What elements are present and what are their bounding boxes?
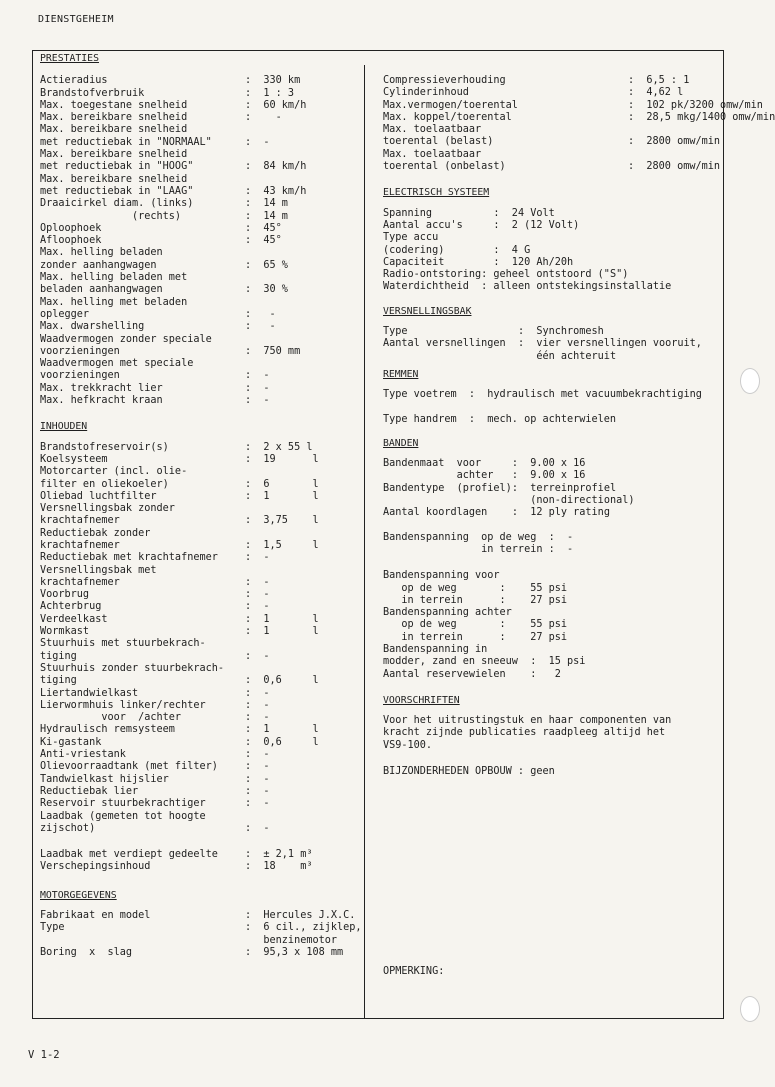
spec-row: [40, 737, 358, 749]
spec-row: [383, 87, 713, 99]
spec-label: met reductiebak in "HOOG": [40, 161, 194, 173]
spec-label: Bandentype (profiel): [383, 482, 512, 494]
spec-value: : -: [245, 785, 270, 797]
spec-value: : 14 m: [245, 210, 288, 222]
spec-label: tiging: [40, 650, 77, 662]
spec-value: : 45°: [245, 222, 282, 234]
spec-value: : -: [245, 576, 270, 588]
spec-row: [40, 174, 358, 186]
page-number: V 1-2: [28, 1049, 60, 1061]
spec-label: Stuurhuis met stuurbekrach-: [40, 638, 206, 650]
spec-value: : 102 pk/3200 omw/min: [628, 99, 763, 111]
spec-row: [40, 211, 358, 223]
spec-label: Type: [383, 326, 518, 338]
opmerking-label: OPMERKING:: [383, 966, 445, 978]
spec-row: [40, 935, 358, 947]
spec-row: [40, 823, 358, 835]
spec-row: [383, 269, 713, 281]
spec-row: [40, 910, 358, 922]
spec-label: toerental (belast): [383, 136, 494, 148]
spec-row: [40, 370, 358, 382]
spec-label: beladen aanhangwagen: [40, 284, 163, 296]
spec-row: [40, 186, 358, 198]
spec-value: : -: [245, 761, 270, 773]
spec-row: [40, 515, 358, 527]
spec-row: [40, 675, 358, 687]
spec-value: : 6 l: [245, 478, 319, 490]
spec-label: Oliebad luchtfilter: [40, 490, 157, 502]
spec-row: [40, 565, 358, 577]
spec-value: : 0,6 l: [245, 675, 319, 687]
spec-label: Max. bereikbare snelheid: [40, 149, 188, 161]
spec-row: [40, 100, 358, 112]
spec-row: [40, 75, 358, 87]
spec-value: : -: [245, 552, 270, 564]
spec-row: [40, 528, 358, 540]
spec-value: : -: [245, 136, 270, 148]
spec-value: : 28,5 mkg/1400 omw/min: [628, 111, 775, 123]
spec-row: [40, 198, 358, 210]
spec-label: Waadvermogen zonder speciale: [40, 333, 212, 345]
spec-row: [383, 136, 721, 148]
spec-label: Max. hefkracht kraan: [40, 395, 163, 407]
spec-value: : 2 x 55 l: [245, 441, 313, 453]
spec-label: Max. toelaatbaar: [383, 148, 482, 160]
spec-row: [40, 724, 358, 736]
spec-label: filter en oliekoeler): [40, 478, 169, 490]
spec-row: [40, 479, 358, 491]
punch-hole-icon: [740, 368, 760, 394]
spec-label: Laadbak met verdiept gedeelte: [40, 849, 218, 861]
spec-value: : 1 l: [245, 613, 319, 625]
banden-list: [383, 458, 713, 519]
spec-row: [40, 88, 358, 100]
spec-label: Koelsysteem: [40, 453, 108, 465]
spec-label: Motorcarter (incl. olie-: [40, 466, 188, 478]
spec-row: [383, 208, 713, 220]
spec-value: : vier versnellingen vooruit,: [517, 338, 702, 350]
motor-specs-list: [383, 75, 775, 173]
spec-label: Reductiebak met krachtafnemer: [40, 552, 218, 564]
text-line: kracht zijnde publicaties raadpleeg altijd het: [383, 727, 666, 739]
section-title-versnellingsbak: VERSNELLINGSBAK: [383, 305, 472, 317]
spec-label: achter: [383, 470, 512, 482]
spec-label: Versnellingsbak zonder: [40, 503, 175, 515]
inhouden-list: [40, 442, 358, 836]
spec-row: [383, 245, 713, 257]
text-line: in terrein : -: [383, 543, 574, 555]
spec-row: [40, 601, 358, 613]
spec-label: Verschepingsinhoud: [40, 861, 151, 873]
spec-label: Max. bereikbare snelheid: [40, 124, 188, 136]
spec-label: Actieradius: [40, 75, 108, 87]
spec-label: Capaciteit: [383, 256, 494, 268]
text-line: Bandenspanning in: [383, 643, 488, 655]
spec-value: : 30 %: [245, 284, 288, 296]
spec-row: [40, 861, 358, 873]
text-line: op de weg : 55 psi: [383, 582, 568, 594]
spec-row: [383, 75, 713, 87]
spec-label: Max. dwarshelling: [40, 321, 145, 333]
section-title-remmen: REMMEN: [383, 368, 419, 380]
electrisch-list: [383, 208, 713, 294]
spec-label: krachtafnemer: [40, 539, 120, 551]
spec-row: [40, 638, 358, 650]
spec-row: [40, 442, 358, 454]
spec-value: : 9.00 x 16: [511, 458, 586, 470]
spec-row: [40, 297, 358, 309]
spec-value: (non-directional): [511, 495, 635, 507]
spec-value: : 24 Volt: [493, 207, 555, 219]
spec-value: : -: [245, 773, 270, 785]
right-column: [383, 75, 775, 979]
spec-value: : 9.00 x 16: [511, 470, 586, 482]
punch-hole-icon: [740, 996, 760, 1022]
spec-label: Aantal koordlagen: [383, 507, 512, 519]
spec-label: Reservoir stuurbekrachtiger: [40, 798, 206, 810]
spec-value: : 95,3 x 108 mm: [245, 946, 344, 958]
spec-label: Brandstofreservoir(s): [40, 441, 169, 453]
spec-value: : 45°: [245, 235, 282, 247]
spec-label: Hydraulisch remsysteem: [40, 724, 175, 736]
spec-label: Bandenmaat voor: [383, 458, 512, 470]
spec-row: [383, 495, 713, 507]
spec-row: [40, 811, 358, 823]
spec-row: [40, 321, 358, 333]
spec-value: : 6 cil., zijklep,: [245, 922, 362, 934]
spec-value: : 19 l: [245, 453, 319, 465]
spec-value: : alleen ontstekingsinstallatie: [481, 281, 672, 293]
spec-value: : 1 l: [245, 626, 319, 638]
text-line: op de weg : 55 psi: [383, 619, 568, 631]
spec-row: [383, 326, 713, 338]
spec-row: [383, 111, 775, 124]
bandenspanning-detail-list: [383, 570, 713, 681]
spec-label: Spanning: [383, 207, 494, 219]
spec-label: Aantal accu's: [383, 219, 494, 231]
spec-row: [40, 798, 358, 810]
spec-row: [40, 161, 358, 173]
document-header: DIENSTGEHEIM: [38, 14, 114, 25]
spec-label: Max. helling beladen met: [40, 272, 188, 284]
spec-row: [40, 149, 358, 161]
spec-label: voorzieningen: [40, 345, 120, 357]
spec-row: [40, 626, 358, 638]
spec-label: Ki-gastank: [40, 736, 102, 748]
motorgegevens-list: [40, 910, 362, 959]
text-line: in terrein : 27 psi: [383, 631, 568, 643]
spec-row: [40, 651, 358, 663]
section-title-electrisch: ELECTRISCH SYSTEEM: [383, 187, 490, 199]
bijzonderheden-opbouw: BIJZONDERHEDEN OPBOUW : geen: [383, 766, 555, 778]
column-divider: [364, 65, 365, 1019]
spec-label: Liertandwielkast: [40, 687, 139, 699]
spec-label: [383, 351, 518, 363]
spec-row: [383, 281, 713, 293]
spec-label: voor /achter: [40, 712, 182, 724]
spec-value: : 60 km/h: [245, 99, 307, 111]
spec-label: Anti-vriestank: [40, 749, 126, 761]
spec-row: [40, 786, 358, 798]
spec-row: [40, 663, 358, 675]
spec-label: Tandwielkast hijslier: [40, 773, 169, 785]
spec-label: Max. trekkracht lier: [40, 382, 163, 394]
spec-value: : 6,5 : 1: [628, 75, 690, 86]
versnellingsbak-list: [383, 326, 713, 363]
section-title-prestaties: PRESTATIES: [40, 53, 99, 64]
spec-label: (codering): [383, 244, 494, 256]
spec-row: [383, 257, 713, 269]
spec-row: [383, 507, 713, 519]
spec-label: voorzieningen: [40, 370, 120, 382]
spec-row: [40, 503, 358, 515]
spec-value: : 1 l: [245, 724, 319, 736]
spec-value: : ± 2,1 m³: [245, 849, 313, 861]
spec-row: [40, 137, 358, 149]
spec-value: : Synchromesh: [517, 326, 604, 338]
spec-row: [40, 260, 358, 272]
spec-label: met reductiebak in "LAAG": [40, 185, 194, 197]
text-line: Voor het uitrustingstuk en haar componenten van: [383, 715, 672, 727]
spec-value: : -: [245, 798, 270, 810]
spec-value: : 65 %: [245, 259, 288, 271]
section-title-banden: BANDEN: [383, 437, 419, 449]
spec-value: : 18 m³: [245, 861, 313, 873]
spec-row: [40, 849, 358, 861]
spec-value: : 84 km/h: [245, 161, 307, 173]
spec-label: Afloophoek: [40, 235, 102, 247]
spec-row: [40, 454, 358, 466]
spec-row: [40, 284, 358, 296]
spec-value: één achteruit: [517, 350, 617, 362]
spec-label: Radio-ontstoring: [383, 269, 482, 281]
text-line: Bandenspanning achter: [383, 607, 512, 619]
spec-value: : -: [245, 650, 270, 662]
spec-label: Compressieverhouding: [383, 75, 506, 86]
spec-value: : Hercules J.X.C.: [245, 910, 356, 921]
spec-label: Type: [40, 922, 65, 934]
spec-value: : 750 mm: [245, 345, 301, 357]
spec-label: Reductiebak zonder: [40, 527, 151, 539]
left-column: [40, 53, 362, 959]
spec-value: : 0,6 l: [245, 736, 319, 748]
spec-label: tiging: [40, 675, 77, 687]
spec-row: [383, 483, 713, 495]
text-line: in terrein : 27 psi: [383, 594, 568, 606]
spec-row: [40, 358, 358, 370]
text-line: Bandenspanning op de weg : -: [383, 531, 574, 543]
spec-row: [40, 589, 358, 601]
spec-row: [40, 112, 358, 124]
spec-value: : -: [245, 112, 282, 124]
spec-value: : 120 Ah/20h: [493, 256, 574, 268]
spec-row: [383, 124, 713, 136]
spec-value: : -: [245, 382, 270, 394]
voetrem-row: Type voetrem : hydraulisch met vacuumbekrachtiging: [383, 389, 702, 401]
spec-value: : 2800 omw/min: [628, 161, 721, 173]
spec-value: : 4 G: [493, 244, 531, 256]
spec-label: zijschot): [40, 822, 96, 834]
spec-value: : geheel ontstoord ("S"): [481, 269, 629, 281]
spec-value: : 43 km/h: [245, 185, 307, 197]
spec-label: Max. bereikbare snelheid: [40, 173, 188, 185]
spec-row: [40, 124, 358, 136]
spec-label: Laadbak (gemeten tot hoogte: [40, 810, 206, 822]
spec-row: [40, 614, 358, 626]
spec-row: [40, 272, 358, 284]
spec-value: : -: [245, 321, 276, 333]
spec-row: [40, 688, 358, 700]
spec-label: Cylinderinhoud: [383, 87, 469, 99]
spec-label: Waadvermogen met speciale: [40, 358, 194, 370]
spec-row: [383, 149, 713, 161]
spec-value: : 1,5 l: [245, 539, 319, 551]
spec-row: [40, 309, 358, 321]
spec-label: Max. helling beladen: [40, 247, 163, 259]
spec-value: : 1 : 3: [245, 87, 295, 99]
spec-label: Aantal versnellingen: [383, 338, 518, 350]
text-line: modder, zand en sneeuw : 15 psi: [383, 656, 586, 668]
text-line: Bandenspanning voor: [383, 570, 500, 582]
spec-label: Brandstofverbruik: [40, 87, 145, 99]
prestaties-list: [40, 75, 358, 407]
spec-label: Max. koppel/toerental: [383, 111, 512, 123]
spec-label: Achterbrug: [40, 601, 102, 613]
handrem-row: Type handrem : mech. op achterwielen: [383, 413, 617, 425]
spec-row: [383, 338, 713, 350]
spec-value: : 330 km: [245, 75, 301, 87]
spec-value: : terreinprofiel: [511, 482, 617, 494]
spec-row: [40, 540, 358, 552]
spec-label: (rechts): [40, 210, 182, 222]
spec-label: Lierwormhuis linker/rechter: [40, 699, 206, 711]
spec-label: Max.vermogen/toerental: [383, 99, 518, 111]
spec-row: [40, 947, 358, 959]
spec-label: Voorbrug: [40, 589, 90, 601]
spec-value: : -: [245, 370, 270, 382]
spec-value: benzinemotor: [245, 934, 338, 946]
spec-label: zonder aanhangwagen: [40, 259, 157, 271]
spec-label: Versnellingsbak met: [40, 564, 157, 576]
spec-row: [383, 458, 713, 470]
section-title-motorgegevens: MOTORGEGEVENS: [40, 889, 117, 901]
spec-label: Type accu: [383, 232, 439, 244]
spec-value: : -: [245, 601, 270, 613]
spec-label: Verdeelkast: [40, 613, 108, 625]
spec-row: [40, 700, 358, 712]
spec-label: met reductiebak in "NORMAAL": [40, 136, 212, 148]
spec-row: [383, 220, 713, 232]
spec-row: [383, 232, 713, 244]
spec-label: [383, 495, 512, 507]
spec-row: [40, 247, 358, 259]
spec-label: Max. toelaatbaar: [383, 124, 482, 136]
spec-row: [40, 774, 358, 786]
spec-label: Fabrikaat en model: [40, 910, 151, 921]
spec-value: : -: [245, 699, 270, 711]
spec-label: Max. helling met beladen: [40, 296, 188, 308]
spec-row: [383, 351, 713, 363]
voorschriften-text: [383, 715, 713, 752]
spec-row: [383, 161, 721, 173]
inhouden-extra-list: [40, 849, 358, 874]
spec-value: : -: [245, 308, 276, 320]
spec-label: oplegger: [40, 308, 90, 320]
spec-row: [40, 334, 358, 346]
spec-label: toerental (onbelast): [383, 161, 506, 173]
spec-value: : 14 m: [245, 198, 288, 210]
spec-row: [40, 383, 358, 395]
spec-row: [383, 99, 763, 112]
spec-row: [40, 223, 358, 235]
spec-label: Olievoorraadtank (met filter): [40, 761, 218, 773]
spec-row: [40, 395, 358, 407]
spec-value: : 12 ply rating: [511, 507, 610, 519]
spec-row: [40, 491, 358, 503]
spec-row: [40, 577, 358, 589]
spec-row: [40, 749, 358, 761]
spec-value: : -: [245, 822, 270, 834]
spec-row: [40, 235, 358, 247]
spec-label: Max. toegestane snelheid: [40, 99, 188, 111]
spec-row: [40, 466, 358, 478]
spec-label: Stuurhuis zonder stuurbekrach-: [40, 662, 225, 674]
spec-label: krachtafnemer: [40, 576, 120, 588]
section-title-inhouden: INHOUDEN: [40, 421, 88, 433]
bandenspanning-list: [383, 532, 713, 557]
spec-label: Wormkast: [40, 626, 90, 638]
spec-row: [40, 761, 358, 773]
text-line: VS9-100.: [383, 739, 433, 751]
spec-label: Oploophoek: [40, 222, 102, 234]
spec-value: : -: [245, 749, 270, 761]
spec-label: Waterdichtheid: [383, 281, 482, 293]
spec-value: : 3,75 l: [245, 515, 319, 527]
spec-label: Boring x slag: [40, 946, 133, 958]
spec-row: [40, 712, 358, 724]
spec-value: : 1 l: [245, 490, 319, 502]
spec-row: [40, 922, 362, 934]
text-line: Aantal reservewielen : 2: [383, 668, 561, 680]
spec-value: : 2800 omw/min: [628, 136, 721, 148]
spec-value: : -: [245, 712, 270, 724]
spec-value: : -: [245, 589, 270, 601]
spec-value: : 2 (12 Volt): [493, 219, 580, 231]
spec-label: Draaicirkel diam. (links): [40, 198, 194, 210]
spec-value: : 4,62 l: [628, 87, 684, 99]
spec-row: [40, 552, 358, 564]
spec-label: krachtafnemer: [40, 515, 120, 527]
spec-value: : -: [245, 687, 270, 699]
spec-label: Reductiebak lier: [40, 785, 139, 797]
spec-row: [383, 470, 713, 482]
spec-label: [40, 935, 245, 947]
spec-value: : -: [245, 395, 270, 407]
spec-label: Max. bereikbare snelheid: [40, 112, 188, 124]
section-title-voorschriften: VOORSCHRIFTEN: [383, 694, 460, 706]
spec-row: [40, 346, 358, 358]
